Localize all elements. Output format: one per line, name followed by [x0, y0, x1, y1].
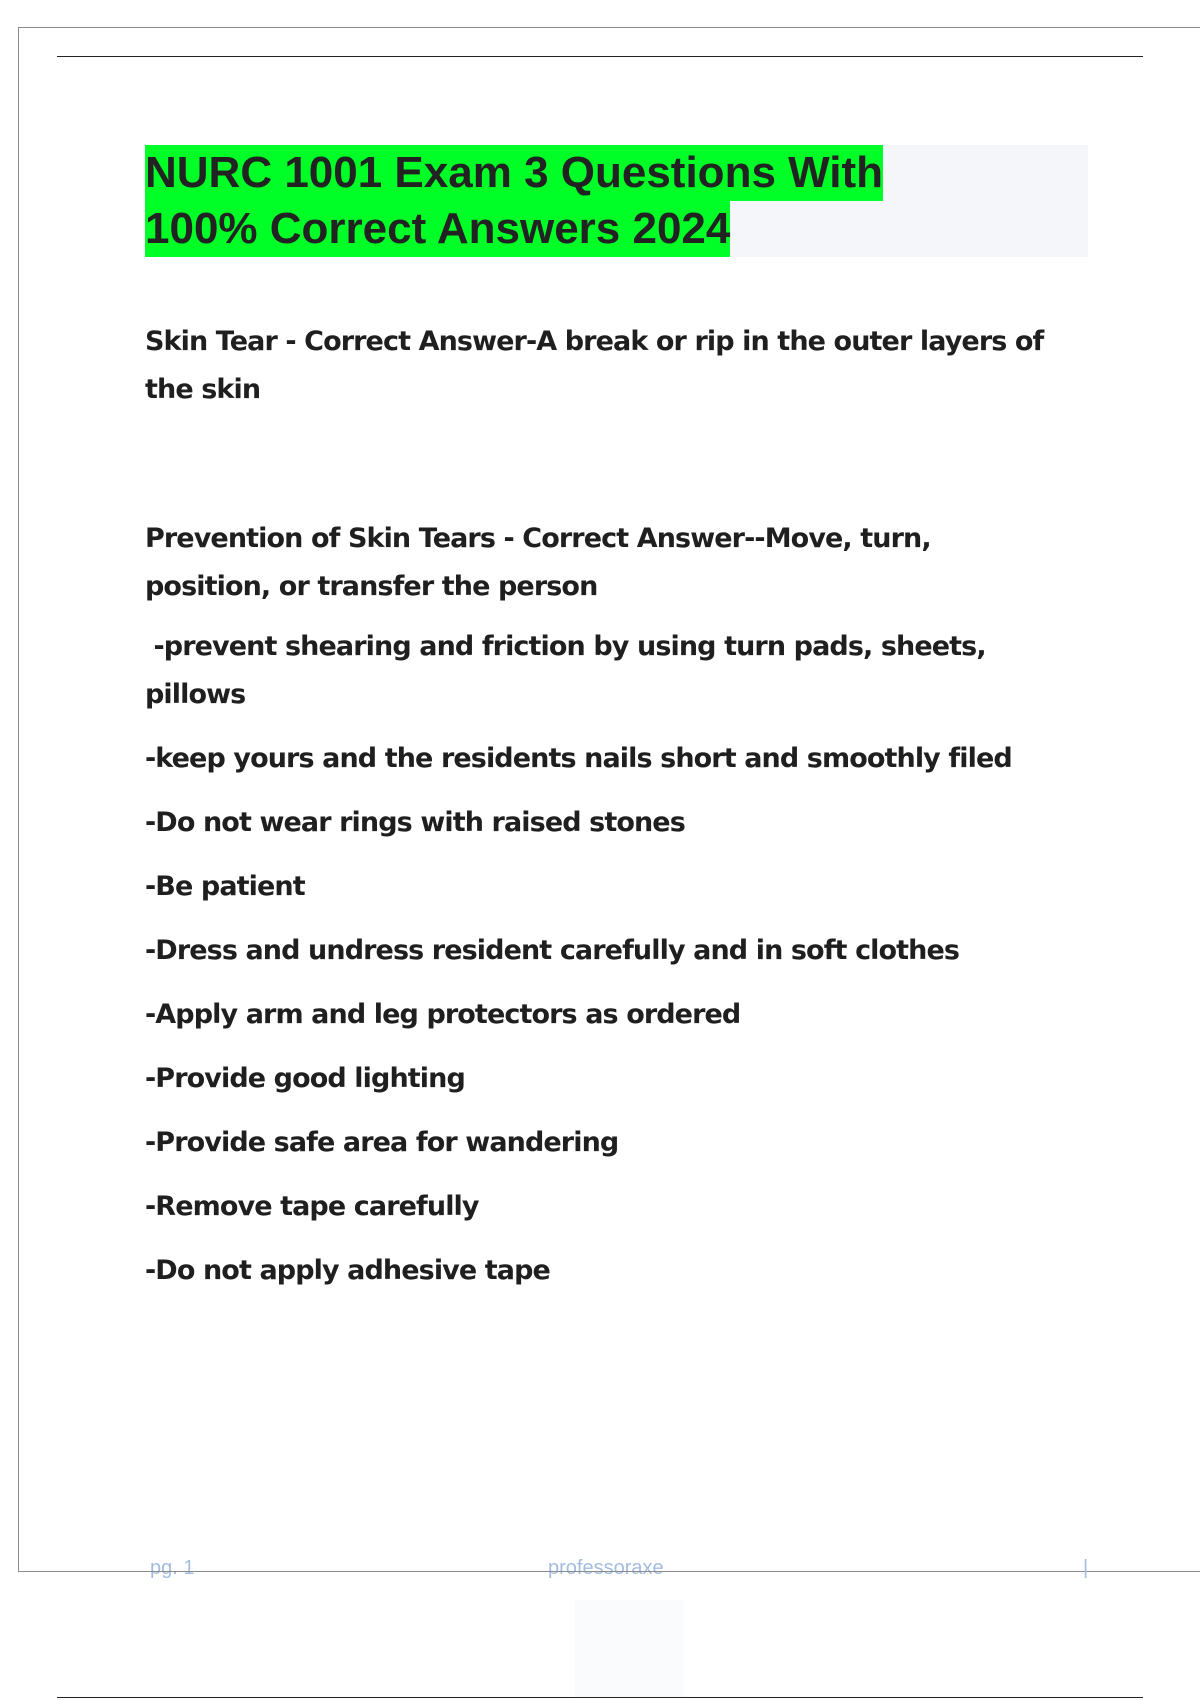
list-item: -prevent shearing and friction by using turn pads, sheets, pillows	[145, 631, 986, 710]
qa-item-prevention	[145, 515, 1105, 611]
footer-strike-brand	[546, 1571, 682, 1572]
title-line-2: 100% Correct Answers 2024	[145, 201, 730, 257]
footer-page-number: pg. 1	[150, 1557, 195, 1579]
prevention-list	[145, 623, 1105, 1295]
list-item: -keep yours and the residents nails short and smoothly filed	[145, 743, 1012, 774]
document-title	[145, 145, 1088, 257]
list-item: -Provide safe area for wandering	[145, 1127, 619, 1158]
list-item: -Be patient	[145, 871, 305, 902]
list-item: -Do not apply adhesive tape	[145, 1255, 550, 1286]
footer-mark: |	[1083, 1557, 1089, 1579]
list-item: -Do not wear rings with raised stones	[145, 807, 685, 838]
document-body	[145, 318, 1105, 1295]
footer-shade	[575, 1600, 685, 1698]
list-item: -Dress and undress resident carefully and in soft clothes	[145, 935, 960, 966]
qa-text-line: the skin	[145, 374, 261, 405]
list-item: -Apply arm and leg protectors as ordered	[145, 999, 741, 1030]
footer-strike-page	[148, 1571, 200, 1572]
qa-item-skin-tear	[145, 318, 1105, 414]
footer-brand: professoraxe	[548, 1557, 664, 1579]
list-item: -Provide good lighting	[145, 1063, 465, 1094]
qa-text-line: position, or transfer the person	[145, 571, 598, 602]
bottom-rule	[57, 1697, 1143, 1698]
list-item: -Remove tape carefully	[145, 1191, 479, 1222]
qa-text-line: Skin Tear - Correct Answer-A break or rip in the outer layers of	[145, 326, 1044, 357]
qa-text-line: Prevention of Skin Tears - Correct Answer--Move, turn,	[145, 523, 931, 554]
header-rule	[57, 56, 1143, 57]
title-line-1: NURC 1001 Exam 3 Questions With	[145, 145, 883, 201]
